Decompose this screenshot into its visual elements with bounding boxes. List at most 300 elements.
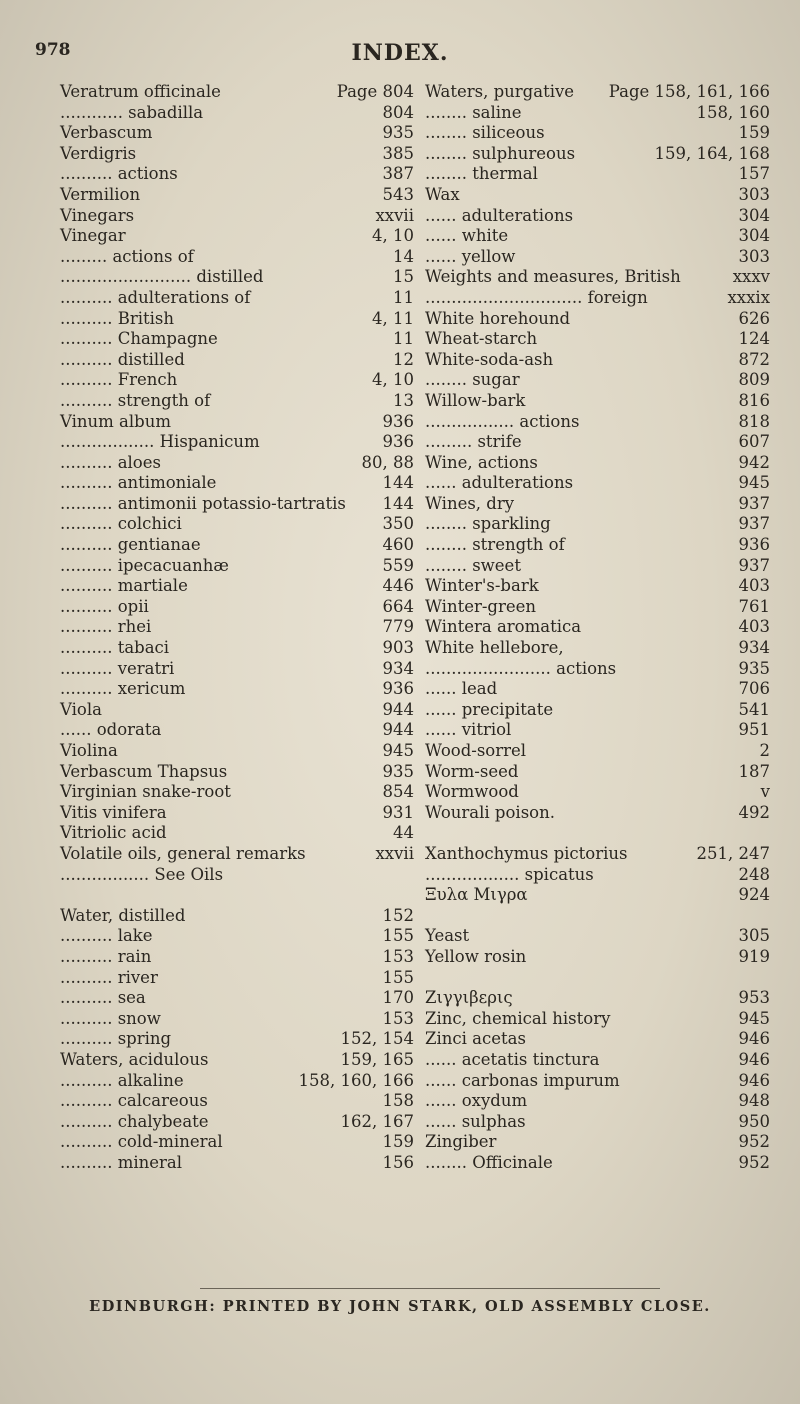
index-entry-page: 152, 154 — [340, 1029, 414, 1049]
index-entry-term: Weights and measures, British — [425, 267, 681, 287]
index-entry-term: Verbascum — [60, 123, 153, 143]
index-entry-term: ......................... distilled — [60, 267, 264, 287]
index-entry — [425, 679, 770, 700]
index-entry — [60, 453, 414, 474]
index-entry — [425, 453, 770, 474]
index-entry-page: 779 — [382, 617, 414, 637]
index-entry-page: 305 — [738, 926, 770, 946]
index-entry-page: 944 — [382, 720, 414, 740]
index-entry — [425, 617, 770, 638]
index-entry-term: ........ sweet — [425, 555, 521, 575]
index-entry — [60, 473, 414, 494]
index-entry-term: .......... cold-mineral — [60, 1132, 223, 1152]
index-entry — [60, 535, 414, 556]
index-entry-page: 187 — [738, 761, 770, 781]
index-entry-page: 946 — [738, 1070, 770, 1090]
printer-imprint: EDINBURGH: PRINTED BY JOHN STARK, OLD ASSEMBLY CLOSE. — [89, 1298, 711, 1315]
index-entry — [60, 494, 414, 515]
index-entry-term: Veratrum officinale — [60, 82, 221, 101]
index-entry — [425, 82, 770, 103]
index-entry-page: 4, 11 — [372, 308, 414, 328]
index-entry-page: 4, 10 — [372, 226, 414, 246]
index-entry-page: 951 — [738, 720, 770, 740]
index-entry-page: 936 — [738, 535, 770, 555]
index-entry — [425, 226, 770, 247]
index-entry — [425, 844, 770, 865]
index-entry-term: ...... odorata — [60, 720, 162, 740]
index-entry-page: 950 — [738, 1111, 770, 1131]
index-entry-term: .......... antimoniale — [60, 473, 217, 493]
index-entry — [425, 1009, 770, 1030]
index-entry — [425, 1153, 770, 1174]
index-entry — [425, 556, 770, 577]
index-entry-term: Vermilion — [60, 184, 141, 204]
index-entry-term: Ζιγγιβερις — [425, 988, 513, 1008]
index-entry-term: ........ sparkling — [425, 514, 551, 534]
index-entry — [425, 309, 770, 330]
index-entry — [425, 164, 770, 185]
index-entry-term: .......... actions — [60, 164, 178, 184]
index-entry — [60, 741, 414, 762]
index-entry — [425, 1029, 770, 1050]
index-entry — [60, 288, 414, 309]
index-entry-term: .......... mineral — [60, 1152, 183, 1172]
index-entry — [425, 865, 770, 886]
index-entry — [60, 1029, 414, 1050]
index-entry-page: 818 — [738, 411, 770, 431]
index-entry-term: Wormwood — [425, 782, 519, 802]
index-entry — [425, 391, 770, 412]
index-entry-page: 403 — [738, 617, 770, 637]
index-entry-page: v — [760, 782, 770, 802]
index-entry-term: .......... snow — [60, 1008, 161, 1028]
index-entry — [425, 988, 770, 1009]
index-entry-page: xxvii — [375, 205, 414, 225]
index-entry-term: Zinc, chemical history — [425, 1008, 611, 1028]
index-entry-term: Verdigris — [60, 143, 137, 163]
index-entry-term: ...... vitriol — [425, 720, 512, 740]
index-entry-term: ................. See Oils — [60, 864, 224, 884]
index-entry-page: 559 — [382, 555, 414, 575]
index-entry-term: ...... adulterations — [425, 473, 574, 493]
index-entry-term: White hellebore, — [425, 638, 564, 658]
index-entry-term: White-soda-ash — [425, 349, 554, 369]
index-entry-term: .......... strength of — [60, 390, 211, 410]
index-entry — [425, 185, 770, 206]
index-entry — [60, 391, 414, 412]
index-entry-term: Virginian snake-root — [60, 782, 231, 802]
index-entry — [60, 1091, 414, 1112]
index-entry-term: ........ sulphureous — [425, 143, 576, 163]
index-entry — [60, 947, 414, 968]
index-entry-term: Yellow rosin — [425, 946, 527, 966]
index-entry-term: .......... opii — [60, 596, 149, 616]
index-entry — [60, 1112, 414, 1133]
index-entry-page: 460 — [382, 535, 414, 555]
index-entry — [425, 432, 770, 453]
index-entry-term: ...... adulterations — [425, 205, 574, 225]
index-entry — [60, 638, 414, 659]
index-entry — [60, 329, 414, 350]
index-entry — [60, 144, 414, 165]
index-entry — [425, 576, 770, 597]
index-entry-term: ................. actions — [425, 411, 580, 431]
index-entry-page: 626 — [738, 308, 770, 328]
index-entry-term: Zinci acetas — [425, 1029, 526, 1049]
index-entry-term: Volatile oils, general remarks — [60, 843, 306, 863]
index-entry-page: 935 — [382, 123, 414, 143]
index-entry-page: 946 — [738, 1029, 770, 1049]
index-entry-page: 44 — [393, 823, 414, 843]
index-entry-term: ........ strength of — [425, 535, 565, 555]
index-entry-term: .......... rain — [60, 946, 152, 966]
index-entry — [60, 1132, 414, 1153]
index-entry-term: ........ thermal — [425, 164, 538, 184]
index-entry-page: 761 — [738, 596, 770, 616]
index-entry — [425, 947, 770, 968]
index-entry — [60, 185, 414, 206]
index-entry-term: Waters, purgative — [425, 82, 575, 101]
index-entry-term: ...... carbonas impurum — [425, 1070, 620, 1090]
index-entry-term: .......... sea — [60, 988, 146, 1008]
index-entry-term: ...... precipitate — [425, 699, 554, 719]
index-entry-page: 303 — [738, 184, 770, 204]
index-entry-page: 170 — [382, 988, 414, 1008]
index-entry-term: Water, distilled — [60, 905, 186, 925]
index-entry-term: .......... adulterations of — [60, 287, 251, 307]
index-entry — [425, 926, 770, 947]
index-entry-page: 11 — [393, 329, 414, 349]
index-entry-page: 12 — [393, 349, 414, 369]
index-entry — [60, 885, 414, 906]
index-entry-term: .......... martiale — [60, 576, 188, 596]
index-entry — [60, 988, 414, 1009]
index-entry-page: 937 — [738, 555, 770, 575]
index-entry — [425, 370, 770, 391]
index-entry-page: 816 — [738, 390, 770, 410]
index-entry-term: Wintera aromatica — [425, 617, 582, 637]
index-entry — [60, 164, 414, 185]
index-entry-page: 543 — [382, 184, 414, 204]
index-entry — [425, 494, 770, 515]
index-entry — [60, 350, 414, 371]
index-entry — [60, 1009, 414, 1030]
index-entry-page: 14 — [393, 246, 414, 266]
index-entry — [60, 82, 414, 103]
index-entry — [60, 906, 414, 927]
index-entry-term: ...... sulphas — [425, 1111, 526, 1131]
index-entry — [425, 247, 770, 268]
index-entry-page: 903 — [382, 638, 414, 658]
index-entry-page: 152 — [382, 905, 414, 925]
index-entry-page: 446 — [382, 576, 414, 596]
index-entry — [425, 906, 770, 927]
index-entry-page: 935 — [382, 761, 414, 781]
index-entry-term: .................. spicatus — [425, 864, 594, 884]
index-entry-page: 159, 164, 168 — [654, 143, 770, 163]
index-entry-page: xxvii — [375, 843, 414, 863]
index-entry-page: 953 — [738, 988, 770, 1008]
index-entry — [60, 206, 414, 227]
index-entry-page: 157 — [738, 164, 770, 184]
index-entry-term: .......... rhei — [60, 617, 152, 637]
index-entry-page: 162, 167 — [340, 1111, 414, 1131]
index-entry-term: .......... gentianae — [60, 535, 201, 555]
index-entry-term: Viola — [60, 699, 102, 719]
index-entry-page: 4, 10 — [372, 370, 414, 390]
index-entry-page: 664 — [382, 596, 414, 616]
index-entry-page: 156 — [382, 1152, 414, 1172]
index-entry-page: 935 — [738, 658, 770, 678]
index-entry-term: Violina — [60, 741, 118, 760]
index-entry-page: 492 — [738, 802, 770, 822]
index-entry-term: White horehound — [425, 308, 571, 328]
index-entry — [425, 762, 770, 783]
index-entry-term: Xanthochymus pictorius — [425, 843, 628, 863]
index-entry-term: .......... ipecacuanhæ — [60, 555, 229, 575]
index-entry — [425, 885, 770, 906]
index-entry-term: ........ Officinale — [425, 1152, 553, 1172]
index-entry — [60, 123, 414, 144]
index-entry-term: Verbascum Thapsus — [60, 761, 228, 781]
index-entry-term: .......... antimonii potassio-tartratis — [60, 493, 346, 513]
index-entry-page: 155 — [382, 967, 414, 987]
index-entry — [425, 803, 770, 824]
index-entry-term: Vinegar — [60, 226, 126, 246]
index-entry-page: 159, 165 — [340, 1049, 414, 1069]
index-entry — [60, 659, 414, 680]
index-entry — [60, 597, 414, 618]
index-entry-page: 387 — [382, 164, 414, 184]
index-entry-term: ........ sugar — [425, 370, 520, 390]
index-entry-term: .......... veratri — [60, 658, 175, 678]
index-entry-page: 2 — [759, 741, 770, 760]
index-entry-page: xxxix — [727, 287, 770, 307]
index-entry-page: 952 — [738, 1132, 770, 1152]
index-entry-page: 541 — [738, 699, 770, 719]
index-entry — [60, 926, 414, 947]
index-entry — [60, 700, 414, 721]
index-entry — [425, 350, 770, 371]
index-entry-term: ...... oxydum — [425, 1091, 528, 1111]
index-entry-page: 854 — [382, 782, 414, 802]
index-entry-term: .............................. foreign — [425, 287, 648, 307]
index-entry-term: .......... aloes — [60, 452, 161, 472]
index-entry-page: 607 — [738, 432, 770, 452]
index-entry — [60, 247, 414, 268]
index-entry-page: 945 — [738, 1008, 770, 1028]
index-entry — [425, 1112, 770, 1133]
index-entry-term: .......... British — [60, 308, 174, 328]
index-entry-term: .......... colchici — [60, 514, 182, 534]
index-entry — [60, 226, 414, 247]
index-entry — [60, 370, 414, 391]
index-column-right — [425, 82, 770, 1173]
index-entry-page: 804 — [382, 102, 414, 122]
index-entry-page: 304 — [738, 205, 770, 225]
index-entry — [60, 412, 414, 433]
index-entry — [60, 823, 414, 844]
index-entry-page: Page 158, 161, 166 — [608, 82, 770, 101]
index-entry-term: Worm-seed — [425, 761, 519, 781]
index-entry — [60, 679, 414, 700]
index-entry — [60, 267, 414, 288]
index-entry — [425, 412, 770, 433]
index-entry — [425, 473, 770, 494]
index-entry-term: ...... white — [425, 226, 509, 246]
index-entry — [425, 638, 770, 659]
index-entry-term: ........ siliceous — [425, 123, 545, 143]
index-entry-page: 80, 88 — [361, 452, 414, 472]
index-entry — [60, 556, 414, 577]
index-entry-term: Vitriolic acid — [60, 823, 167, 843]
index-entry-page: 13 — [393, 390, 414, 410]
index-entry-page: 159 — [382, 1132, 414, 1152]
index-entry — [425, 782, 770, 803]
index-entry-page: 153 — [382, 946, 414, 966]
index-entry-page: 158, 160 — [696, 102, 770, 122]
index-entry — [425, 1091, 770, 1112]
index-entry-page: 304 — [738, 226, 770, 246]
index-entry-term: Winter-green — [425, 596, 537, 616]
index-entry — [60, 782, 414, 803]
index-entry-page: 942 — [738, 452, 770, 472]
index-entry-term: .......... spring — [60, 1029, 172, 1049]
index-entry-term: Waters, acidulous — [60, 1049, 209, 1069]
page-title: INDEX. — [351, 40, 449, 66]
index-entry-page: 952 — [738, 1152, 770, 1172]
index-entry — [425, 720, 770, 741]
index-entry — [425, 968, 770, 989]
index-entry-term: ...... yellow — [425, 246, 516, 266]
index-entry-page: 924 — [738, 885, 770, 905]
index-entry-page: 919 — [738, 946, 770, 966]
index-entry — [60, 309, 414, 330]
index-entry — [425, 514, 770, 535]
index-entry-page: 809 — [738, 370, 770, 390]
index-entry — [425, 700, 770, 721]
index-entry-term: Yeast — [425, 926, 470, 946]
index-column-left — [60, 82, 414, 1173]
index-entry-page: 350 — [382, 514, 414, 534]
index-entry-term: .................. Hispanicum — [60, 432, 260, 452]
index-entry-term: ............ sabadilla — [60, 102, 204, 122]
index-entry-term: Wood-sorrel — [425, 741, 527, 760]
index-entry-term: Wine, actions — [425, 452, 538, 472]
page-header — [0, 40, 800, 70]
index-entry-term: Wourali poison. — [425, 802, 555, 822]
index-entry-page: 403 — [738, 576, 770, 596]
index-entry-page: 11 — [393, 287, 414, 307]
index-entry-term: Wines, dry — [425, 493, 515, 513]
index-entry-term: ........ saline — [425, 102, 522, 122]
index-entry-page: 937 — [738, 514, 770, 534]
index-entry — [425, 1071, 770, 1092]
index-entry-page: 144 — [382, 493, 414, 513]
index-entry-term: ......... strife — [425, 432, 522, 452]
index-entry-term: Wheat-starch — [425, 329, 538, 349]
index-entry-term: .......... xericum — [60, 679, 186, 699]
index-entry — [60, 720, 414, 741]
index-entry-term: .......... distilled — [60, 349, 185, 369]
index-entry-page: 872 — [738, 349, 770, 369]
index-entry — [60, 1153, 414, 1174]
index-entry-page: 948 — [738, 1091, 770, 1111]
index-entry — [60, 514, 414, 535]
index-entry — [425, 1132, 770, 1153]
index-entry-term: .......... alkaline — [60, 1070, 184, 1090]
index-entry — [60, 803, 414, 824]
index-entry — [60, 865, 414, 886]
index-entry-term: ......... actions of — [60, 246, 194, 266]
index-entry — [425, 741, 770, 762]
index-entry — [425, 123, 770, 144]
index-entry-page: 15 — [393, 267, 414, 287]
index-entry-page: 945 — [738, 473, 770, 493]
index-entry-term: .......... lake — [60, 926, 153, 946]
index-entry — [425, 103, 770, 124]
index-entry — [60, 576, 414, 597]
index-entry — [60, 762, 414, 783]
index-entry-page: 944 — [382, 699, 414, 719]
index-entry-term: .......... calcareous — [60, 1091, 208, 1111]
index-entry-page: 936 — [382, 411, 414, 431]
index-entry-page: 931 — [382, 802, 414, 822]
index-entry-term: Zingiber — [425, 1132, 497, 1152]
index-entry-page: 706 — [738, 679, 770, 699]
index-entry — [425, 206, 770, 227]
index-entry — [60, 1050, 414, 1071]
index-entry-term: Vinegars — [60, 205, 135, 225]
page-number: 978 — [35, 40, 71, 60]
index-entry-page: 945 — [382, 741, 414, 760]
index-entry-page: 936 — [382, 679, 414, 699]
index-entry-page: 934 — [738, 638, 770, 658]
index-entry-page: 158 — [382, 1091, 414, 1111]
index-entry-page: 934 — [382, 658, 414, 678]
index-entry — [60, 432, 414, 453]
index-entry — [425, 144, 770, 165]
index-entry — [60, 1071, 414, 1092]
index-entry-page: 158, 160, 166 — [298, 1070, 414, 1090]
index-entry-page: 159 — [738, 123, 770, 143]
index-entry-term: Winter's-bark — [425, 576, 539, 596]
index-entry — [425, 1050, 770, 1071]
index-entry — [425, 267, 770, 288]
index-entry-term: Vitis vinifera — [60, 802, 167, 822]
index-entry-page: 936 — [382, 432, 414, 452]
index-entry-term: ...... lead — [425, 679, 498, 699]
index-entry — [60, 968, 414, 989]
index-entry — [60, 844, 414, 865]
index-entry-term: .......... tabaci — [60, 638, 170, 658]
index-entry-page: 251, 247 — [696, 843, 770, 863]
index-entry-term: .......... river — [60, 967, 158, 987]
index-entry-term: .......... chalybeate — [60, 1111, 209, 1131]
index-entry-page: 144 — [382, 473, 414, 493]
index-entry-term: .......... French — [60, 370, 178, 390]
index-entry-term: .......... Champagne — [60, 329, 218, 349]
index-entry-term: ........................ actions — [425, 658, 617, 678]
footer-rule — [200, 1288, 660, 1289]
index-entry-page: 248 — [738, 864, 770, 884]
index-entry — [425, 288, 770, 309]
index-entry — [60, 103, 414, 124]
index-entry-page: xxxv — [732, 267, 770, 287]
index-entry-page: 124 — [738, 329, 770, 349]
index-entry — [425, 823, 770, 844]
index-entry — [425, 597, 770, 618]
